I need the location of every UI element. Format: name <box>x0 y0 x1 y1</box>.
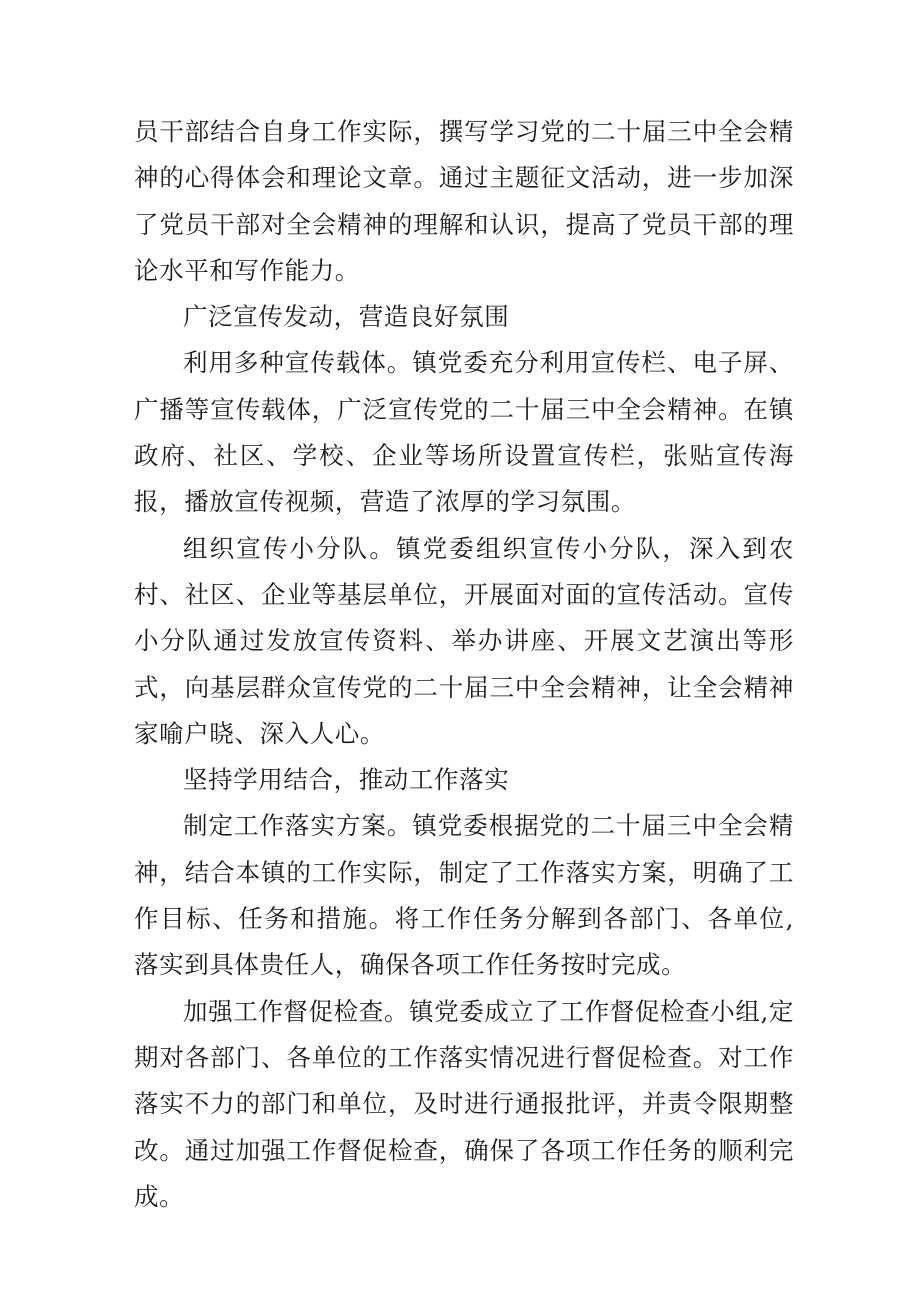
paragraph-publicity-team: 组织宣传小分队。镇党委组织宣传小分队，深入到农村、社区、企业等基层单位，开展面对面的宣传活动。宣传小分队通过发放宣传资料、举办讲座、开展文艺演出等形式，向基层群众宣传党的二十届三中全会精神，让全会精神家喻户晓、深入人心。 <box>134 533 794 748</box>
document-body <box>134 109 794 1220</box>
paragraph-supervision-inspection: 加强工作督促检查。镇党委成立了工作督促检查小组,定期对各部门、各单位的工作落实情况进行督促检查。对工作落实不力的部门和单位，及时进行通报批评，并责令限期整改。通过加强工作督促检查，确保了各项工作任务的顺利完成。 <box>134 996 794 1211</box>
section-heading-publicity: 广泛宣传发动，营造良好氛围 <box>183 302 510 332</box>
paragraph-essay-contest-continuation: 员干部结合自身工作实际，撰写学习党的二十届三中全会精神的心得体会和理论文章。通过主题征文活动，进一步加深了党员干部对全会精神的理解和认识，提高了党员干部的理论水平和写作能力。 <box>134 117 794 285</box>
paragraph-publicity-carriers: 利用多种宣传载体。镇党委充分利用宣传栏、电子屏、广播等宣传载体，广泛宣传党的二十届三中全会精神。在镇政府、社区、学校、企业等场所设置宣传栏，张贴宣传海报，播放宣传视频，营造了浓厚的学习氛围。 <box>134 348 794 517</box>
paragraph-implementation-plan: 制定工作落实方案。镇党委根据党的二十届三中全会精神，结合本镇的工作实际，制定了工作落实方案，明确了工作目标、任务和措施。将工作任务分解到各部门、各单位,落实到具体贵任人，确保各项工作任务按时完成。 <box>134 811 794 980</box>
section-heading-implementation: 坚持学用结合，推动工作落实 <box>183 765 510 795</box>
